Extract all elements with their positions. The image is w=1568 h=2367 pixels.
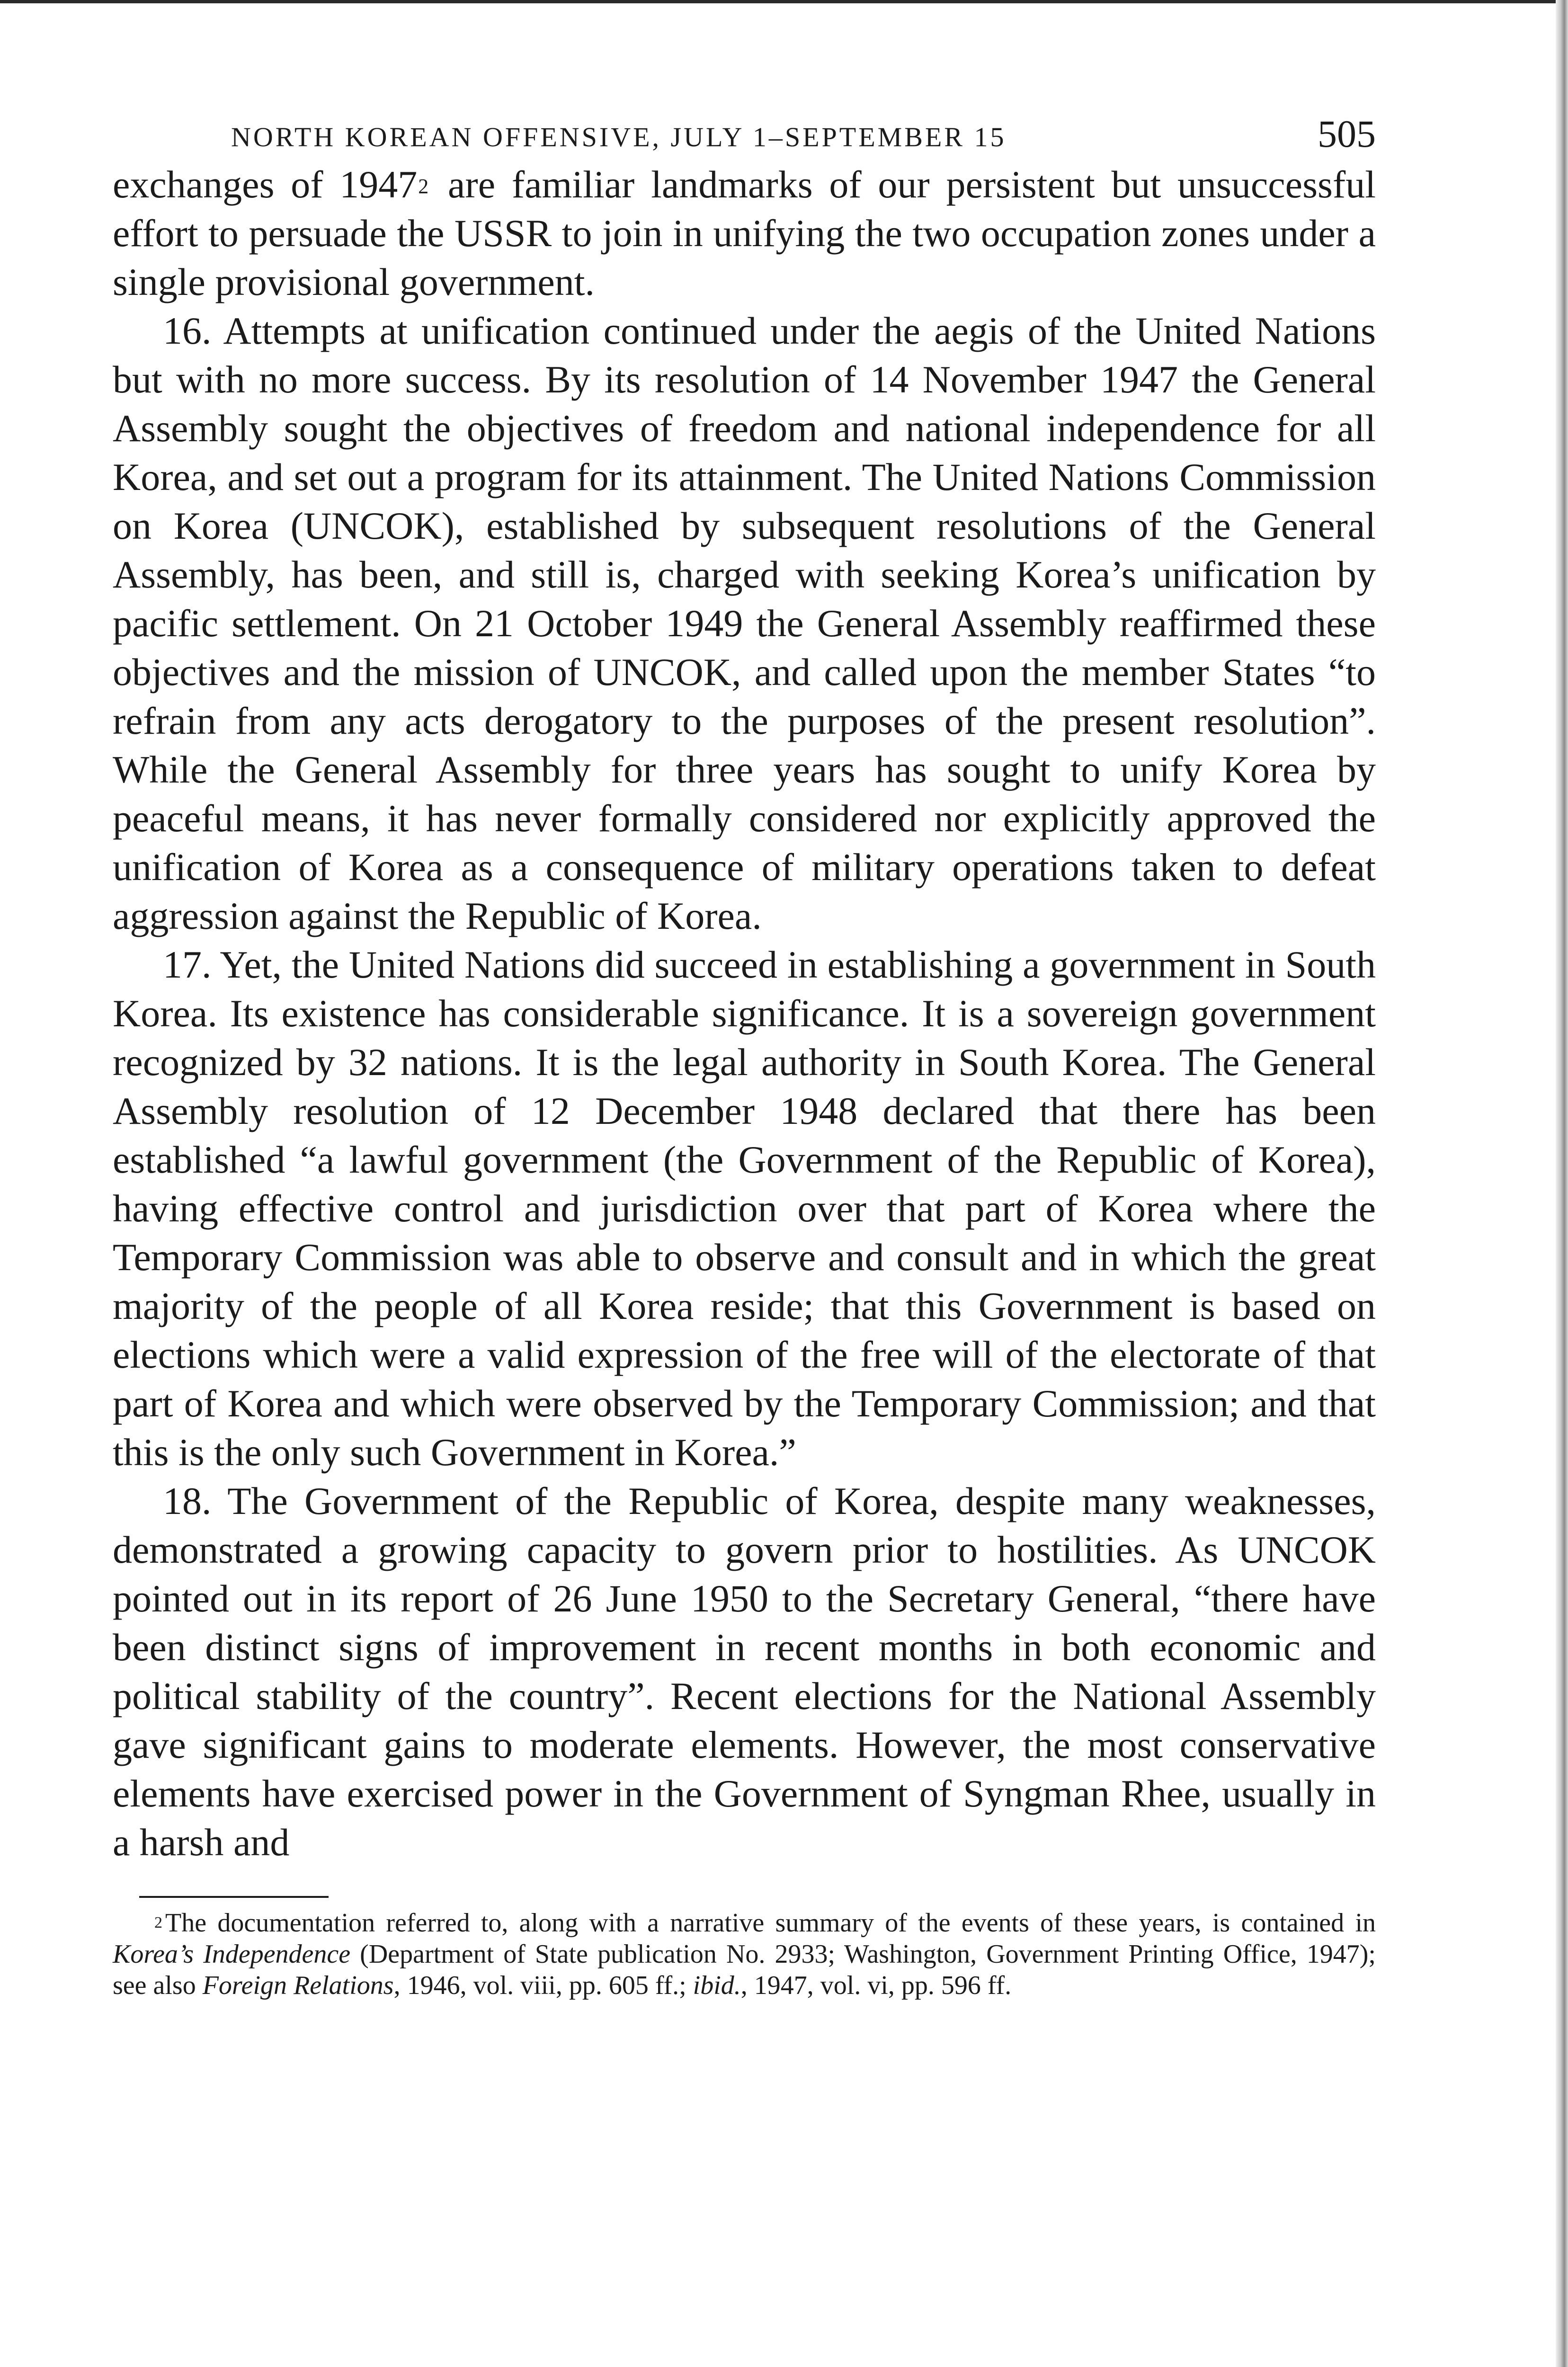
paragraph-text: are familiar landmarks of our persistent but unsuccessful effort to persuade the USSR to join in unifying the two occupation zones under a single provisional government. — [113, 163, 1376, 303]
paragraph-17: 17. Yet, the United Nations did succeed in establishing a government in South Korea. Its existence has considerable significance. It is a sovereign government recognized by 32 nations. It is the legal authority in South Korea. The General Assembly resolution of 12 December 1948 declared that there has been established “a lawful government (the Government of the Republic of Korea), having effective control and jurisdiction over that part of Korea where the Temporary Commission was able to observe and consult and in which the great majority of the people of all Korea reside; that this Government is based on elections which were a valid expression of the free will of the electorate of that part of Korea and which were observed by the Temporary Commission; and that this is the only such Government in Korea.” — [113, 943, 1376, 1474]
paragraph-text: exchanges of 1947 — [113, 163, 418, 206]
footnote-title-italic: Foreign Relations — [202, 1971, 394, 2000]
paragraph-18: 18. The Government of the Republic of Korea, despite many weaknesses, demonstrated a growing capacity to govern prior to hostilities. As UNCOK pointed out in its report of 26 June 1950 to the Secretary General, “there have been distinct signs of improvement in recent months in both economic and political stability of the country”. Recent elections for the National Assembly gave significant gains to moderate elements. However, the most conservative elements have exercised power in the Government of Syngman Rhee, usually in a harsh and — [113, 1479, 1376, 1864]
footnote-text — [113, 1907, 1376, 2001]
page-number: 505 — [1318, 112, 1376, 155]
document-page — [113, 104, 1376, 2001]
footnote-segment: , 1946, vol. viii, pp. 605 ff.; — [393, 1971, 693, 2000]
footnote-reference: 2 — [418, 175, 429, 198]
page-top-edge — [0, 0, 1568, 3]
paragraph-continued — [113, 160, 1376, 306]
running-title: NORTH KOREAN OFFENSIVE, JULY 1–SEPTEMBER 15 — [231, 122, 1007, 152]
footnote-segment: , 1947, vol. vi, pp. 596 ff. — [740, 1971, 1012, 2000]
footnote-segment: (Department of State publication No. 2933; Washington, Government Printing Office, 1947); see also — [113, 1940, 1376, 2000]
footnote-mark: 2 — [154, 1914, 162, 1931]
footnote-ibid-italic: ibid. — [693, 1971, 741, 2000]
footnote-divider — [139, 1896, 329, 1898]
footnote-title-italic: Korea’s Independence — [113, 1940, 351, 1969]
paragraph-16: 16. Attempts at unification continued under the aegis of the United Nations but with no more success. By its resolution of 14 November 1947 the General Assembly sought the objectives of freedom and national independence for all Korea, and set out a program for its attainment. The United Nations Commission on Korea (UNCOK), established by subsequent resolutions of the General Assembly, has been, and still is, charged with seeking Korea’s unification by pacific settlement. On 21 October 1949 the General Assembly reaffirmed these objectives and the mission of UNCOK, and called upon the member States “to refrain from any acts derogatory to the purposes of the present resolution”. While the General Assembly for three years has sought to unify Korea by peaceful means, it has never formally considered nor explicitly approved the unification of Korea as a consequence of military operations taken to defeat aggression against the Republic of Korea. — [113, 309, 1376, 937]
body-text — [113, 160, 1376, 1867]
scan-binding-edge — [1556, 0, 1568, 2367]
running-header — [113, 104, 1376, 156]
footnote-segment: The documentation referred to, along with a narrative summary of the events of these years, is contained in — [165, 1908, 1376, 1938]
footnote — [113, 1907, 1376, 2001]
